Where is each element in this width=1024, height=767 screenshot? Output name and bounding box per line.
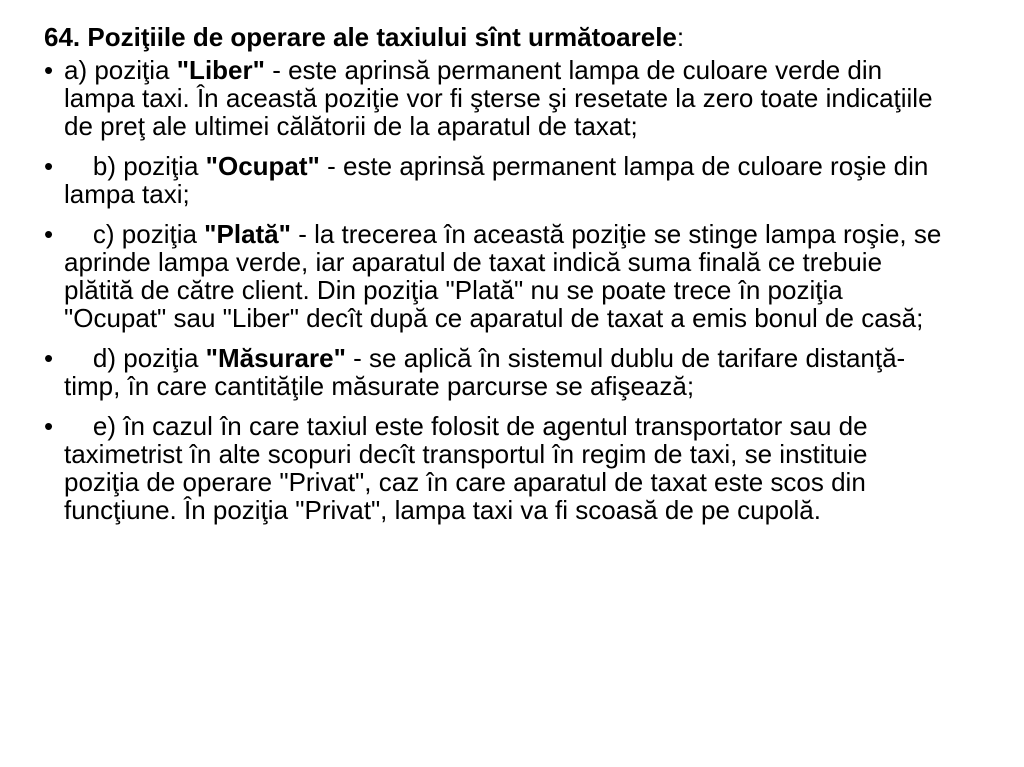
item-text: - este aprinsă permanent lampa de culoare roşie din lampa taxi; xyxy=(64,151,929,209)
list-item xyxy=(44,220,944,332)
item-prefix: b) poziţia xyxy=(92,151,206,181)
slide-heading xyxy=(44,20,944,54)
bullet-marker: • xyxy=(44,219,54,249)
item-keyword: "Măsurare" xyxy=(205,343,346,373)
bullet-marker: • xyxy=(44,55,54,85)
item-indent xyxy=(64,411,93,441)
bullet-marker: • xyxy=(44,151,54,181)
item-keyword: "Ocupat" xyxy=(205,151,320,181)
bullet-marker: • xyxy=(44,343,54,373)
item-text: - este aprinsă permanent lampa de culoare verde din lampa taxi. În această poziţie vor fi şterse şi resetate la zero toate indicaţiile de preţ ale ultimei călătorii de la aparatul de taxat; xyxy=(64,55,933,141)
list-item xyxy=(44,412,944,524)
slide-content xyxy=(44,20,944,536)
item-text: - la trecerea în această poziţie se stinge lampa roşie, se aprinde lampa verde, iar aparatul de taxat indică suma finală ce trebuie plătită de către client. Din poziţia "Plată" nu se poate trece în poziţia "Ocupat" sau "Liber" decît după ce aparatul de taxat a emis bonul de casă; xyxy=(64,219,942,333)
heading-text: 64. Poziţiile de operare ale taxiului sînt următoarele xyxy=(44,22,677,52)
bullet-marker: • xyxy=(44,411,54,441)
item-prefix: d) poziţia xyxy=(92,343,206,373)
list-item xyxy=(44,56,944,140)
list-item xyxy=(44,344,944,400)
item-indent xyxy=(64,151,93,181)
item-prefix: a) poziţia xyxy=(64,55,177,85)
list-item xyxy=(44,152,944,208)
item-prefix: e) în cazul în care taxiul este folosit de agentul transportator sau de taximetrist în alte scopuri decît transportul în regim de taxi, se instituie poziţia de operare "Privat", caz în care aparatul de taxat este scos din funcţiune. În poziţia "Privat", lampa taxi va fi scoasă de pe cupolă. xyxy=(64,411,868,525)
heading-colon: : xyxy=(676,22,685,52)
item-keyword: "Plată" xyxy=(204,219,291,249)
item-keyword: "Liber" xyxy=(176,55,265,85)
item-text: - se aplică în sistemul dublu de tarifare distanţă-timp, în care cantităţile măsurate parcurse se afişează; xyxy=(64,343,906,401)
bullet-list xyxy=(44,56,944,524)
item-prefix: c) poziţia xyxy=(92,219,205,249)
item-indent xyxy=(64,343,93,373)
item-indent xyxy=(64,219,93,249)
